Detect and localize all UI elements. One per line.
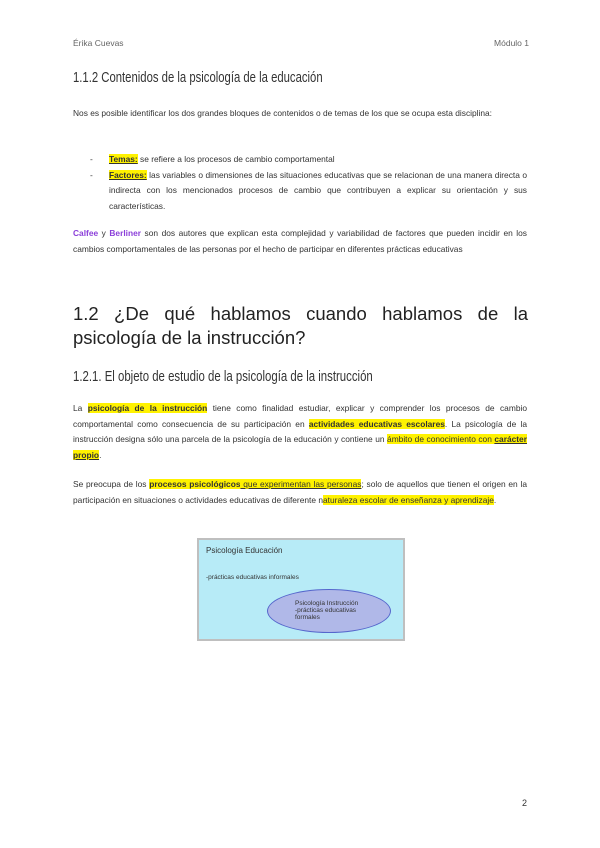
list-item [90, 152, 527, 168]
highlight-personas: que experimentan las personas [240, 479, 362, 489]
highlight-ambito: ámbito de conocimiento con [387, 434, 495, 444]
diagram-outer-label: Psicología Educación [206, 546, 283, 555]
section-112-title: 1.1.2 Contenidos de la psicología de la educación [73, 70, 323, 86]
highlight-naturaleza: aturaleza escolar de enseñanza y aprendizaje [323, 494, 494, 505]
list-item [90, 168, 527, 215]
section-112-intro: Nos es posible identificar los dos grandes bloques de contenidos o de temas de los que se ocupa esta disciplina: [73, 108, 493, 118]
text-run: tiene como finalidad estudiar, explicar y comprender los procesos de cambio comportamental como consecuencia de su participación en [73, 403, 527, 429]
diagram-informal-label: -prácticas educativas informales [206, 574, 299, 581]
bullet-text: se refiere a los procesos de cambio comportamental [137, 154, 335, 164]
instruction-paragraph [73, 401, 527, 463]
authors-and: y [98, 228, 110, 238]
diagram-inner-label [295, 600, 358, 621]
text-run: Se preocupa de los [73, 479, 150, 489]
authors-paragraph [73, 226, 527, 257]
author-calfee: Calfee [73, 228, 99, 238]
text-run: . La psicología de la instrucción designa sólo una parcela de la psicología de la educación y contiene un [73, 418, 528, 444]
highlight-actividades: actividades educativas escolares [308, 418, 445, 429]
processes-paragraph [73, 477, 527, 508]
text-run: La [73, 403, 88, 413]
highlight-procesos: procesos psicológicos [149, 479, 241, 489]
bullet-term: Factores: [109, 169, 147, 180]
bullet-text: las variables o dimensiones de las situaciones educativas que se relacionan de una manera directa o indirecta con los mencionados procesos de cambio que contribuyen a explicar su orientación y sus características. [109, 169, 527, 211]
diagram-inner-ellipse [267, 589, 391, 633]
inner-label-line: -prácticas educativas [295, 607, 357, 614]
text-run: . [99, 449, 102, 460]
section-121-title: 1.2.1. El objeto de estudio de la psicología de la instrucción [73, 368, 373, 385]
section-12-title: 1.2 ¿De qué hablamos cuando hablamos de la psicología de la instrucción? [73, 303, 528, 348]
authors-text: son dos autores que explican esta complejidad y variabilidad de factores que pueden incidir en los cambios comportamentales de las personas por el hecho de participar en diferentes prácticas educativas [73, 228, 527, 254]
text-run: . [493, 494, 497, 505]
header-author: Érika Cuevas [73, 38, 124, 48]
highlight-psicologia-instruccion: psicología de la instrucción [87, 403, 208, 413]
header-module: Módulo 1 [494, 38, 529, 48]
inner-label-line: formales [295, 614, 320, 621]
page-number: 2 [521, 798, 527, 808]
inner-label-line: Psicología Instrucción [295, 600, 359, 607]
factors-list [90, 152, 527, 214]
bullet-term: Temas: [109, 154, 138, 164]
highlight-caracter-propio: carácter propio [73, 434, 527, 460]
psychology-diagram [197, 538, 405, 641]
author-berliner: Berliner [109, 228, 142, 238]
text-run: ; solo de aquellos que tienen el origen en la participación en situaciones o actividades educativas de diferente n [73, 479, 528, 505]
